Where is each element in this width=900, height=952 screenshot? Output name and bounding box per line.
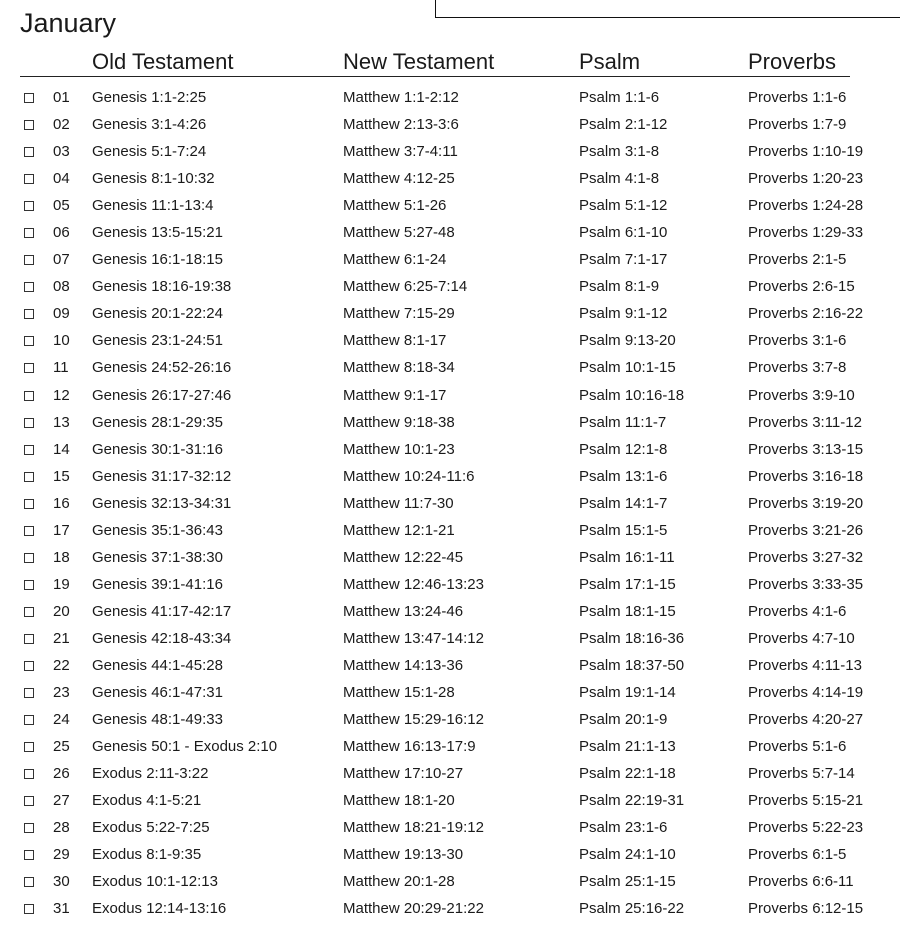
old-testament-reading: Genesis 8:1-10:32 — [92, 170, 215, 188]
psalm-reading: Psalm 6:1-10 — [579, 224, 668, 242]
old-testament-reading: Exodus 8:1-9:35 — [92, 846, 202, 864]
checkbox[interactable] — [24, 823, 34, 833]
reading-row — [0, 409, 900, 436]
old-testament-reading: Genesis 48:1-49:33 — [92, 711, 223, 729]
old-testament-reading: Genesis 5:1-7:24 — [92, 143, 207, 161]
checkbox[interactable] — [24, 255, 34, 265]
proverbs-reading: Proverbs 5:7-14 — [748, 765, 855, 783]
checkbox[interactable] — [24, 742, 34, 752]
reading-row — [0, 273, 900, 300]
day-number: 23 — [53, 684, 70, 702]
proverbs-reading: Proverbs 2:6-15 — [748, 278, 855, 296]
checkbox[interactable] — [24, 904, 34, 914]
psalm-reading: Psalm 12:1-8 — [579, 440, 668, 458]
reading-row — [0, 84, 900, 111]
reading-row — [0, 571, 900, 598]
checkbox[interactable] — [24, 499, 34, 509]
day-number: 06 — [53, 224, 70, 242]
new-testament-reading: Matthew 8:1-17 — [343, 332, 447, 350]
new-testament-reading: Matthew 5:1-26 — [343, 197, 447, 215]
old-testament-reading: Genesis 37:1-38:30 — [92, 548, 223, 566]
day-number: 25 — [53, 738, 70, 756]
new-testament-reading: Matthew 9:1-17 — [343, 386, 447, 404]
proverbs-reading: Proverbs 6:6-11 — [748, 873, 854, 891]
reading-row — [0, 192, 900, 219]
header-new-testament: New Testament — [343, 49, 495, 74]
reading-row — [0, 490, 900, 517]
day-number: 04 — [53, 170, 70, 188]
proverbs-reading: Proverbs 6:12-15 — [748, 900, 864, 918]
reading-row — [0, 787, 900, 814]
day-number: 03 — [53, 143, 70, 161]
psalm-reading: Psalm 9:13-20 — [579, 332, 676, 350]
day-number: 13 — [53, 413, 70, 431]
checkbox[interactable] — [24, 769, 34, 779]
psalm-reading: Psalm 5:1-12 — [579, 197, 668, 215]
checkbox[interactable] — [24, 877, 34, 887]
old-testament-reading: Genesis 44:1-45:28 — [92, 656, 223, 674]
checkbox[interactable] — [24, 850, 34, 860]
checkbox[interactable] — [24, 147, 34, 157]
old-testament-reading: Genesis 23:1-24:51 — [92, 332, 223, 350]
day-number: 02 — [53, 116, 70, 134]
new-testament-reading: Matthew 2:13-3:6 — [343, 116, 459, 134]
day-number: 01 — [53, 89, 70, 106]
checkbox[interactable] — [24, 174, 34, 184]
reading-row — [0, 706, 900, 733]
reading-row — [0, 246, 900, 273]
old-testament-reading: Genesis 1:1-2:25 — [92, 89, 207, 106]
proverbs-reading: Proverbs 1:29-33 — [748, 224, 864, 242]
day-number: 14 — [53, 440, 70, 458]
day-number: 22 — [53, 656, 70, 674]
checkbox[interactable] — [24, 553, 34, 563]
header-proverbs: Proverbs — [748, 49, 837, 74]
checkbox[interactable] — [24, 336, 34, 346]
new-testament-reading: Matthew 12:22-45 — [343, 548, 464, 566]
new-testament-reading: Matthew 12:1-21 — [343, 521, 455, 539]
day-number: 26 — [53, 765, 70, 783]
day-number: 09 — [53, 305, 70, 323]
checkbox[interactable] — [24, 634, 34, 644]
checkbox[interactable] — [24, 228, 34, 238]
day-number: 31 — [53, 900, 70, 918]
old-testament-reading: Genesis 31:17-32:12 — [92, 467, 232, 485]
proverbs-reading: Proverbs 4:14-19 — [748, 684, 864, 702]
month-title: January — [20, 8, 117, 38]
header-psalm: Psalm — [579, 49, 641, 74]
old-testament-reading: Exodus 2:11-3:22 — [92, 765, 209, 783]
reading-plan-list — [0, 84, 900, 922]
old-testament-reading: Exodus 5:22-7:25 — [92, 819, 210, 837]
day-number: 11 — [53, 359, 69, 377]
checkbox[interactable] — [24, 418, 34, 428]
old-testament-reading: Genesis 28:1-29:35 — [92, 413, 223, 431]
reading-row — [0, 652, 900, 679]
new-testament-reading: Matthew 15:1-28 — [343, 684, 455, 702]
proverbs-reading: Proverbs 4:7-10 — [748, 629, 855, 647]
psalm-reading: Psalm 4:1-8 — [579, 170, 660, 188]
proverbs-reading: Proverbs 4:11-13 — [748, 656, 862, 674]
reading-row — [0, 463, 900, 490]
psalm-reading: Psalm 25:16-22 — [579, 900, 685, 918]
checkbox[interactable] — [24, 715, 34, 725]
old-testament-reading: Genesis 46:1-47:31 — [92, 684, 223, 702]
reading-row — [0, 300, 900, 327]
proverbs-reading: Proverbs 6:1-5 — [748, 846, 847, 864]
reading-row — [0, 733, 900, 760]
new-testament-reading: Matthew 19:13-30 — [343, 846, 464, 864]
new-testament-reading: Matthew 7:15-29 — [343, 305, 455, 323]
day-number: 20 — [53, 602, 70, 620]
proverbs-reading: Proverbs 3:7-8 — [748, 359, 847, 377]
proverbs-reading: Proverbs 3:13-15 — [748, 440, 864, 458]
day-number: 05 — [53, 197, 70, 215]
old-testament-reading: Genesis 26:17-27:46 — [92, 386, 232, 404]
checkbox[interactable] — [24, 661, 34, 671]
old-testament-reading: Exodus 10:1-12:13 — [92, 873, 218, 891]
checkbox[interactable] — [24, 201, 34, 211]
psalm-reading: Psalm 24:1-10 — [579, 846, 676, 864]
old-testament-reading: Genesis 35:1-36:43 — [92, 521, 223, 539]
old-testament-reading: Genesis 3:1-4:26 — [92, 116, 207, 134]
day-number: 08 — [53, 278, 70, 296]
psalm-reading: Psalm 13:1-6 — [579, 467, 668, 485]
proverbs-reading: Proverbs 3:11-12 — [748, 413, 862, 431]
checkbox[interactable] — [24, 391, 34, 401]
new-testament-reading: Matthew 18:1-20 — [343, 792, 455, 810]
reading-row — [0, 165, 900, 192]
old-testament-reading: Genesis 42:18-43:34 — [92, 629, 232, 647]
psalm-reading: Psalm 22:1-18 — [579, 765, 676, 783]
proverbs-reading: Proverbs 3:19-20 — [748, 494, 864, 512]
day-number: 17 — [53, 521, 70, 539]
old-testament-reading: Genesis 16:1-18:15 — [92, 251, 223, 269]
reading-row — [0, 354, 900, 381]
new-testament-reading: Matthew 12:46-13:23 — [343, 575, 484, 593]
new-testament-reading: Matthew 9:18-38 — [343, 413, 455, 431]
psalm-reading: Psalm 9:1-12 — [579, 305, 668, 323]
psalm-reading: Psalm 23:1-6 — [579, 819, 668, 837]
new-testament-reading: Matthew 1:1-2:12 — [343, 89, 459, 106]
checkbox[interactable] — [24, 688, 34, 698]
reading-row — [0, 679, 900, 706]
new-testament-reading: Matthew 16:13-17:9 — [343, 738, 476, 756]
checkbox[interactable] — [24, 120, 34, 130]
checkbox[interactable] — [24, 607, 34, 617]
day-number: 24 — [53, 711, 70, 729]
day-number: 12 — [53, 386, 70, 404]
proverbs-reading: Proverbs 5:22-23 — [748, 819, 864, 837]
psalm-reading: Psalm 18:16-36 — [579, 629, 685, 647]
reading-row — [0, 382, 900, 409]
new-testament-reading: Matthew 6:25-7:14 — [343, 278, 468, 296]
day-number: 18 — [53, 548, 70, 566]
old-testament-reading: Genesis 32:13-34:31 — [92, 494, 232, 512]
old-testament-reading: Genesis 13:5-15:21 — [92, 224, 223, 242]
reading-row — [0, 544, 900, 571]
reading-row — [0, 841, 900, 868]
new-testament-reading: Matthew 14:13-36 — [343, 656, 464, 674]
checkbox[interactable] — [24, 93, 34, 103]
reading-row — [0, 436, 900, 463]
checkbox[interactable] — [24, 472, 34, 482]
proverbs-reading: Proverbs 1:20-23 — [748, 170, 864, 188]
psalm-reading: Psalm 11:1-7 — [579, 413, 667, 431]
old-testament-reading: Genesis 50:1 - Exodus 2:10 — [92, 738, 278, 756]
proverbs-reading: Proverbs 1:24-28 — [748, 197, 864, 215]
day-number: 21 — [53, 629, 70, 647]
psalm-reading: Psalm 1:1-6 — [579, 89, 660, 106]
psalm-reading: Psalm 21:1-13 — [579, 738, 676, 756]
day-number: 29 — [53, 846, 70, 864]
psalm-reading: Psalm 14:1-7 — [579, 494, 668, 512]
new-testament-reading: Matthew 6:1-24 — [343, 251, 447, 269]
reading-row — [0, 219, 900, 246]
proverbs-reading: Proverbs 3:21-26 — [748, 521, 864, 539]
new-testament-reading: Matthew 3:7-4:11 — [343, 143, 458, 161]
proverbs-reading: Proverbs 2:16-22 — [748, 305, 864, 323]
psalm-reading: Psalm 3:1-8 — [579, 143, 660, 161]
psalm-reading: Psalm 22:19-31 — [579, 792, 685, 810]
day-number: 30 — [53, 873, 70, 891]
proverbs-reading: Proverbs 3:9-10 — [748, 386, 855, 404]
old-testament-reading: Exodus 4:1-5:21 — [92, 792, 202, 810]
new-testament-reading: Matthew 4:12-25 — [343, 170, 455, 188]
reading-row — [0, 625, 900, 652]
proverbs-reading: Proverbs 1:7-9 — [748, 116, 847, 134]
psalm-reading: Psalm 8:1-9 — [579, 278, 660, 296]
reading-row — [0, 598, 900, 625]
proverbs-reading: Proverbs 4:1-6 — [748, 602, 847, 620]
new-testament-reading: Matthew 10:1-23 — [343, 440, 455, 458]
old-testament-reading: Genesis 20:1-22:24 — [92, 305, 223, 323]
checkbox[interactable] — [24, 580, 34, 590]
new-testament-reading: Matthew 13:24-46 — [343, 602, 464, 620]
old-testament-reading: Genesis 30:1-31:16 — [92, 440, 223, 458]
new-testament-reading: Matthew 20:29-21:22 — [343, 900, 484, 918]
new-testament-reading: Matthew 18:21-19:12 — [343, 819, 484, 837]
old-testament-reading: Genesis 18:16-19:38 — [92, 278, 232, 296]
day-number: 28 — [53, 819, 70, 837]
proverbs-reading: Proverbs 5:1-6 — [748, 738, 847, 756]
day-number: 07 — [53, 251, 70, 269]
old-testament-reading: Exodus 12:14-13:16 — [92, 900, 227, 918]
reading-row — [0, 868, 900, 895]
reading-row — [0, 895, 900, 922]
old-testament-reading: Genesis 41:17-42:17 — [92, 602, 232, 620]
header-underline — [20, 76, 850, 77]
checkbox[interactable] — [24, 796, 34, 806]
new-testament-reading: Matthew 20:1-28 — [343, 873, 455, 891]
proverbs-reading: Proverbs 2:1-5 — [748, 251, 847, 269]
proverbs-reading: Proverbs 5:15-21 — [748, 792, 864, 810]
psalm-reading: Psalm 17:1-15 — [579, 575, 676, 593]
proverbs-reading: Proverbs 3:33-35 — [748, 575, 864, 593]
proverbs-reading: Proverbs 4:20-27 — [748, 711, 864, 729]
psalm-reading: Psalm 10:1-15 — [579, 359, 676, 377]
psalm-reading: Psalm 18:1-15 — [579, 602, 676, 620]
reading-row — [0, 517, 900, 544]
psalm-reading: Psalm 18:37-50 — [579, 656, 685, 674]
new-testament-reading: Matthew 11:7-30 — [343, 494, 454, 512]
top-border-box — [435, 0, 900, 18]
old-testament-reading: Genesis 24:52-26:16 — [92, 359, 232, 377]
reading-row — [0, 327, 900, 354]
reading-row — [0, 111, 900, 138]
psalm-reading: Psalm 15:1-5 — [579, 521, 668, 539]
psalm-reading: Psalm 19:1-14 — [579, 684, 676, 702]
old-testament-reading: Genesis 11:1-13:4 — [92, 197, 214, 215]
day-number: 19 — [53, 575, 70, 593]
new-testament-reading: Matthew 8:18-34 — [343, 359, 455, 377]
proverbs-reading: Proverbs 3:27-32 — [748, 548, 864, 566]
checkbox[interactable] — [24, 526, 34, 536]
psalm-reading: Psalm 25:1-15 — [579, 873, 676, 891]
psalm-reading: Psalm 2:1-12 — [579, 116, 668, 134]
reading-row — [0, 814, 900, 841]
psalm-reading: Psalm 16:1-11 — [579, 548, 675, 566]
psalm-reading: Psalm 10:16-18 — [579, 386, 685, 404]
old-testament-reading: Genesis 39:1-41:16 — [92, 575, 223, 593]
new-testament-reading: Matthew 10:24-11:6 — [343, 467, 475, 485]
new-testament-reading: Matthew 17:10-27 — [343, 765, 464, 783]
new-testament-reading: Matthew 13:47-14:12 — [343, 629, 484, 647]
proverbs-reading: Proverbs 3:1-6 — [748, 332, 847, 350]
checkbox[interactable] — [24, 309, 34, 319]
header-old-testament: Old Testament — [92, 49, 234, 74]
day-number: 10 — [53, 332, 70, 350]
day-number: 16 — [53, 494, 70, 512]
new-testament-reading: Matthew 15:29-16:12 — [343, 711, 484, 729]
proverbs-reading: Proverbs 1:10-19 — [748, 143, 864, 161]
checkbox[interactable] — [24, 282, 34, 292]
psalm-reading: Psalm 7:1-17 — [579, 251, 668, 269]
day-number: 15 — [53, 467, 70, 485]
proverbs-reading: Proverbs 3:16-18 — [748, 467, 864, 485]
checkbox[interactable] — [24, 363, 34, 373]
new-testament-reading: Matthew 5:27-48 — [343, 224, 455, 242]
psalm-reading: Psalm 20:1-9 — [579, 711, 668, 729]
proverbs-reading: Proverbs 1:1-6 — [748, 89, 847, 106]
column-header-row — [0, 47, 900, 77]
reading-row — [0, 760, 900, 787]
checkbox[interactable] — [24, 445, 34, 455]
reading-row — [0, 138, 900, 165]
day-number: 27 — [53, 792, 70, 810]
